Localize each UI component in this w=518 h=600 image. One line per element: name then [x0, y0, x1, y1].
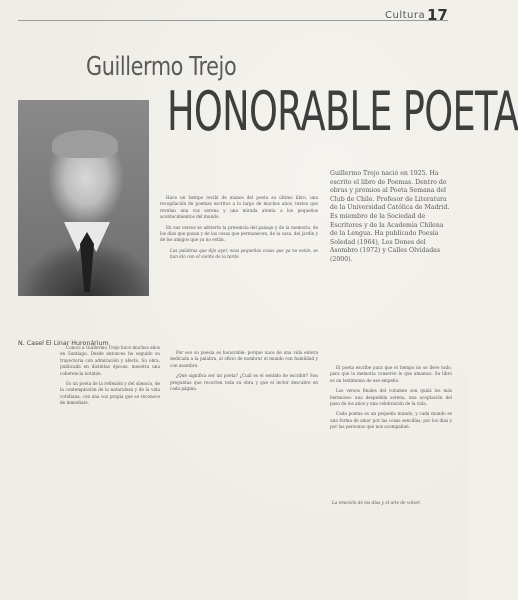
paragraph: Por eso su poesía es honorable: porque nace de una vida entera dedicada a la palabra, al oficio de nombrar el mundo con humildad y con asombro. [170, 350, 318, 368]
photo-tie [80, 232, 94, 292]
right-column-bottom [330, 365, 452, 575]
pull-quote: La emoción de los días y el arte de volver. [332, 500, 421, 505]
paragraph: El poeta escribe para que el tiempo no se lleve todo, para que la memoria conserve lo que amamos. Su libro es un testimonio de ese empeño. [330, 365, 452, 383]
header-rule [18, 20, 448, 21]
page-number: 17 [427, 6, 448, 24]
paragraph: ¿Qué significa ser un poeta? ¿Cuál es el sentido de escribir? Son preguntas que recorren toda su obra y que el lector descubre en cada página. [170, 373, 318, 392]
left-column-bottom [60, 345, 160, 425]
author-photo [18, 100, 149, 296]
middle-column-top [160, 195, 318, 305]
middle-column-bottom [170, 350, 318, 430]
paragraph: En sus versos se advierte la presencia del paisaje y de la memoria, de los días que pasan y de las cosas que permanecen, de la casa, del jardín y de los amigos que ya no están. [160, 224, 318, 243]
author-name: Guillermo Trejo [86, 52, 237, 82]
paragraph: Hace un tiempo recibí de manos del poeta su último libro, una recopilación de poemas escritos a lo largo de muchos años, textos que revelan una voz serena y una mirada atenta a los pequeños acontecimientos del mundo. [160, 195, 318, 220]
headline: HONORABLE POETA [167, 80, 518, 143]
paragraph: Cada poema es un pequeño mundo, y cada mundo es una forma de amor por las cosas sencillas, por los días y por las personas que nos acompañan. [330, 411, 452, 430]
paragraph: Los versos finales del volumen son quizá los más hermosos: una despedida serena, una aceptación del paso de los años y una celebración de la vida. [330, 388, 452, 407]
paragraph: Es un poeta de la reflexión y del silencio, de la contemplación de la naturaleza y de la vida cotidiana, con una voz propia que se reconoce de inmediato. [60, 381, 160, 406]
verse: Las palabras que dije ayer, esas pequeñas cosas que ya no están, se han ido con el viento de la tarde. [170, 247, 318, 260]
paragraph: Conocí a Guillermo Trejo hace muchos años en Santiago. Desde entonces he seguido su trayectoria con admiración y afecto. Su obra, publicada en distintas épocas, muestra una coherencia notable. [60, 345, 160, 376]
masthead-strip [18, 8, 148, 16]
kicker-line: N. Casel El Linar Huronárium [18, 340, 109, 347]
author-bio: Guillermo Trejo nació en 1925. Ha escrito el libro de Poemas. Dentro de obras y premios al Poeta Semana del Club de Chile. Profesor de Literatura de la Universidad Católica de Madrid. Es miembro de la Sociedad de Escritores y de la Academia Chilena de la Lengua. Ha publicado Poesía Soledad (1964), Los Dones del Asombro (1972) y Calles Olvidadas (2000). [330, 170, 450, 263]
section-label: Cultura [385, 10, 426, 21]
photo-hair [52, 130, 118, 158]
